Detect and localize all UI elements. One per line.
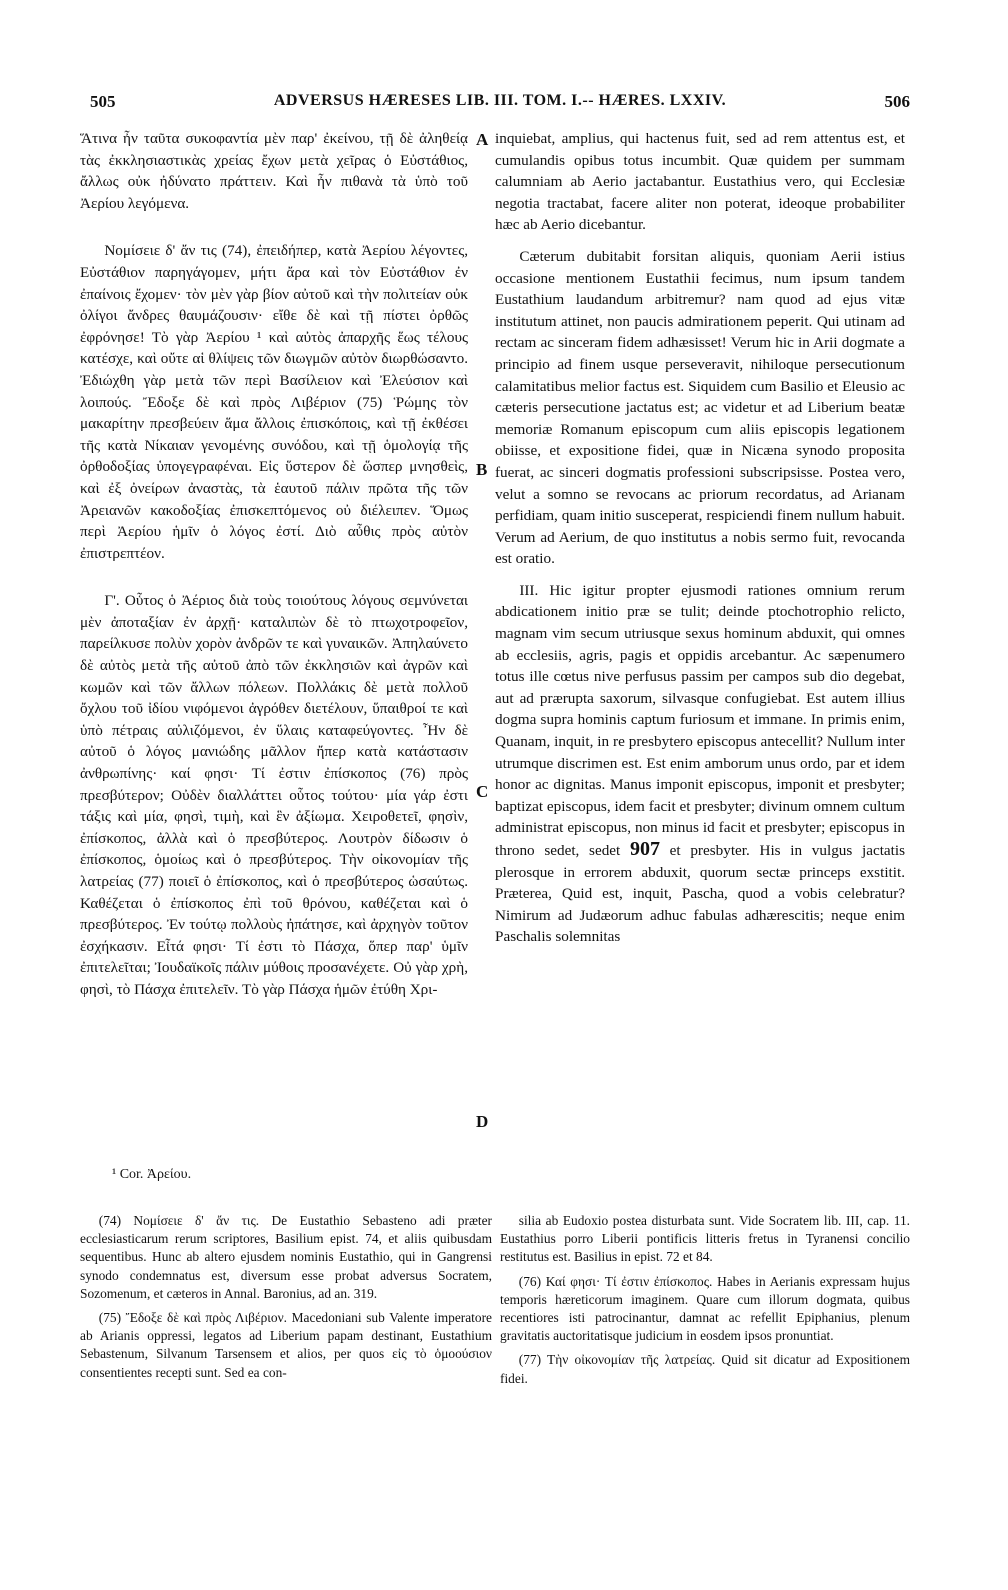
latin-paragraph-1: inquiebat, amplius, qui hactenus fuit, sed ad rem attentus est, et cumulandis opibus totus incumbit. Quæ quidem per summam calumniam ab Aerio jactabantur. Eustathius vero, qui Ecclesiæ negotia tractabat, facere aliter non poterat, ideoque probabiliter hæc ab Aerio dicebantur. <box>495 130 905 234</box>
latin-column <box>495 128 905 958</box>
notes-right-column <box>500 1212 910 1394</box>
margin-letter-d: D <box>476 1112 489 1131</box>
column-number: 907 <box>629 838 660 860</box>
margin-letter-a: A <box>476 130 489 149</box>
latin-paragraph-3-end: et presbyter. His in vulgus jactatis plerosque in errorem abduxit, quorum sectæ princeps exstitit. Præterea, Quid est, inquit, Pascha, quod a vobis celebratur? Nimirum ad Judæorum adhuc fabulas adhærescitis; neque enim Paschalis solemnitas <box>495 842 906 946</box>
greek-paragraph-1: Ἅτινα ἦν ταῦτα συκοφαντία μὲν παρ' ἐκείνου, τῇ δὲ ἀληθείᾳ τὰς ἐκκλησιαστικὰς χρείας ἔχων μετὰ χεῖρας ὁ Εὐστάθιος, ἄλλως οὐκ ἠδύνατο πράττειν. Καὶ ἦν πιθανὰ τὰ ὑπὸ τοῦ Ἀερίου λεγόμενα. <box>80 130 468 212</box>
greek-paragraph-2: Νομίσειε δ' ἄν τις (74), ἐπειδήπερ, κατὰ Ἀερίου λέγοντες, Εὐστάθιον παρηγάγομεν, μήτι ἄρα καὶ τὸν Εὐστάθιον ἐν ἐπαίνοις ἔχομεν· τὸν μὲν γὰρ βίον αὐτοῦ καὶ τὴν πολιτείαν οὐκ ὀλίγοι ἄνδρες θαυμάζουσιν· εἴθε δὲ καὶ τῇ πίστει ὀρθῶς ἐφρόνησε! Τὸ γὰρ Ἀερίου ¹ καὶ αὐτὸς ἀπαρχῆς ἕως τέλους κατέσχε, καὶ οὔτε αἱ θλίψεις τῶν διωγμῶν αὐτὸν διωρθώσαντο. Ἐδιώχθη γὰρ μετὰ τῶν περὶ Βασίλειον καὶ Ἐλεύσιον καὶ λοιπούς. Ἔδοξε δὲ καὶ πρὸς Λιβέριον (75) Ῥώμης τὸν μακαρίτην πρεσβεύειν ἅμα ἄλλοις ἐπισκόποις, καὶ τῇ ἐκθέσει τῆς κατὰ Νίκαιαν γενομένης συνόδου, καὶ τῇ ὁμολογίᾳ τῆς ὀρθοδοξίας ὑπογεγραφέναι. Εἰς ὕστερον δὲ ὥσπερ μνησθεὶς, καὶ ἐξ ὀνείρων ἀναστὰς, τὰ ἑαυτοῦ πάλιν πρῶτα τῆς τῶν Ἀρειανῶν κακοδοξίας ἐπισκεπτόμενος οὐ διέλειπεν. Ὅμως περὶ Ἀερίου ἡμῖν ὁ λόγος ἐστί. Διὸ αὖθις πρὸς αὐτὸν ἐπιστρεπτέον. <box>80 242 468 562</box>
notes-left-column <box>80 1212 492 1388</box>
note-75: (75) Ἔδοξε δὲ καὶ πρὸς Λιβέριον. Macedoniani sub Valente imperatore ab Arianis oppressi, legatos ad Liberium papam destinant, Eustathium Sebastenum, Silvanum Tarsensem et alios, per quos εἰς τὸ ὁμοούσιον consentientes recepti sunt. Sed ea con- <box>80 1310 492 1380</box>
page-header <box>90 92 910 116</box>
note-76: (76) Καί φησι· Τί ἐστιν ἐπίσκοπος. Habes in Aerianis expressam hujus temporis hæreticorum imaginem. Quare cum illorum dogmata, quibus recentiores isti patrocinantur, damnat ac refellit Epiphanius, plenum gravitatis auctoritatisque judicium in eosdem ipsos pronuntiat. <box>500 1273 910 1344</box>
latin-paragraph-3 <box>495 580 905 948</box>
note-74: (74) Νομίσειε δ' ἄν τις. De Eustathio Sebasteno adi præter ecclesiasticarum rerum scriptores, Basilium epist. 74, et aliis quibusdam sequentibus. Hunc ab altero ejusdem nominis Eustathio, qui in Gangrensi synodo condemnatus est, diversum esse probat adversus Socratem, Sozomenum, et cæteros in Annal. Baronius, ad an. 319. <box>80 1213 492 1301</box>
note-77: (77) Τὴν οἰκονομίαν τῆς λατρείας. Quid sit dicatur ad Expositionem fidei. <box>500 1352 910 1386</box>
latin-paragraph-2: Cæterum dubitabit forsitan aliquis, quoniam Aerii istius occasione mentionem Eustathii fecimus, num ipsum tandem Eustathium laudandum arbitremur? nam quod ad ejus vitæ institutum attinet, non paucis admirationem peperit. Qui utinam ad rectam ac sinceram fidem adhæsisset! Verum hic in Arii dogmate a principio ad finem usque perseveravit, nihiloque persecutionum calamitatibus melior factus est. Siquidem cum Basilio et Eleusio ac cæteris persecutione jactatus est; ac videtur et ad Liberium beatæ memoriæ Romanum episcopum cum aliis episcopis legationem obiisse, et expositione fidei, quæ in Nicæna synodo proposita fuerat, ac sinceri dogmatis professioni subscripsisse. Postea vero, velut a somno se revocans ac priorum recordatus, ad Arianam perfidiam, quam initio susceperat, respiciendi finem nullum habuit. Verum ad Aerium, de quo institutus a nobis sermo fuit, revocanda est oratio. <box>495 247 905 568</box>
margin-letter-b: B <box>476 460 488 479</box>
greek-column <box>80 128 468 1011</box>
latin-paragraph-3-start: III. Hic igitur propter ejusmodi rationes omnium rerum abdicationem initio præ se tulit; deinde ptochotrophio relicto, magnam vim secum utriusque sexus hominum abduxit, qui omnes ab ecclesiis, agris, pagis et oppidis arcebantur. Ac sæpenumero totus ille cœtus nive perfusus passim per campos sub dio degebat, aut ad prærupta saxorum, silvasque confugiebat. Est autem illius dogma supra hominis captum furiosum et immane. In primis enim, Quanam, inquit, in re presbytero episcopus antecellit? Nullum inter utrumque discrimen est. Est enim amborum unus ordo, par et idem honor ac dignitas. Manus imponit episcopus, imponit et presbyter; baptizat episcopus, idem facit et presbyter; divinum omnem cultum administrat episcopus, non minus id facit et presbyter; episcopus in throno sedet, sedet <box>495 581 905 859</box>
page-number-left: 505 <box>90 92 116 111</box>
margin-letter-c: C <box>476 782 489 801</box>
running-title: ADVERSUS HÆRESES LIB. III. TOM. I.-- HÆRES. LXXIV. <box>273 92 727 109</box>
note-75-continued: silia ab Eudoxio postea disturbata sunt. Vide Socratem lib. III, cap. 11. Eustathius porro Liberii pontificis litteris fretus in Tyranensi concilio restitutus est. Basilius in epist. 72 et 84. <box>500 1213 910 1265</box>
page-number-right: 506 <box>884 92 910 111</box>
greek-footnote: ¹ Cor. Ἀρείου. <box>112 1167 192 1182</box>
greek-paragraph-3: Γ'. Οὗτος ὁ Ἀέριος διὰ τοὺς τοιούτους λόγους σεμνύνεται μὲν ἀποταξίαν ἐν ἀρχῇ· καταλιπὼν δὲ τὸ πτωχοτροφεῖον, παρείλκυσε πολὺν χορὸν ἀνδρῶν τε καὶ γυναικῶν. Ἀπηλαύνετο δὲ αὐτὸς μετὰ τῆς αὐτοῦ ἀπὸ τῶν ἐκκλησιῶν καὶ ἀγρῶν καὶ κωμῶν καὶ τῶν ἄλλων πόλεων. Πολλάκις δὲ μετὰ πολλοῦ ὄχλου τοῦ ἰδίου νιφόμενοι ἀγρόθεν διετέλουν, ὕπαιθροί τε καὶ ὑπὸ πέτραις αὐλιζόμενοι, ἐν ὕλαις καταφεύγοντες. Ἦν δὲ αὐτοῦ ὁ λόγος μανιώδης μᾶλλον ἤπερ κατὰ κατάστασιν ἀνθρωπίνης· καί φησι· Τί ἐστιν ἐπίσκοπος (76) πρὸς πρεσβύτερον; Οὐδὲν διαλλάττει οὗτος τούτου· μία γάρ ἐστι τάξις καὶ μία, φησὶ, τιμὴ, καὶ ἓν ἀξίωμα. Χειροθετεῖ, φησὶν, ἐπίσκοπος, ἀλλὰ καὶ ὁ πρεσβύτερος. Λουτρὸν δίδωσιν ὁ ἐπίσκοπος, ὁμοίως καὶ ὁ πρεσβύτερος. Τὴν οἰκονομίαν τῆς λατρείας (77) ποιεῖ ὁ ἐπίσκοπος, καὶ ὁ πρεσβύτερος ὡσαύτως. Καθέζεται ὁ ἐπίσκοπος ἐπὶ τοῦ θρόνου, καθέζεται καὶ ὁ πρεσβύτερος. Ἐν τούτῳ πολλοὺς ἠπάτησε, καὶ ἀρχηγὸν τοῦτον ἐσχήκασιν. Εἶτά φησι· Τί ἐστι τὸ Πάσχα, ὅπερ παρ' ὑμῖν ἐπιτελεῖται; Ἰουδαϊκοῖς πάλιν μύθοις προσανέχετε. Οὐ γὰρ χρὴ, φησὶ, τὸ Πάσχα ἐπιτελεῖν. Τὸ γὰρ Πάσχα ἡμῶν ἐτύθη Χρι- <box>80 592 468 998</box>
